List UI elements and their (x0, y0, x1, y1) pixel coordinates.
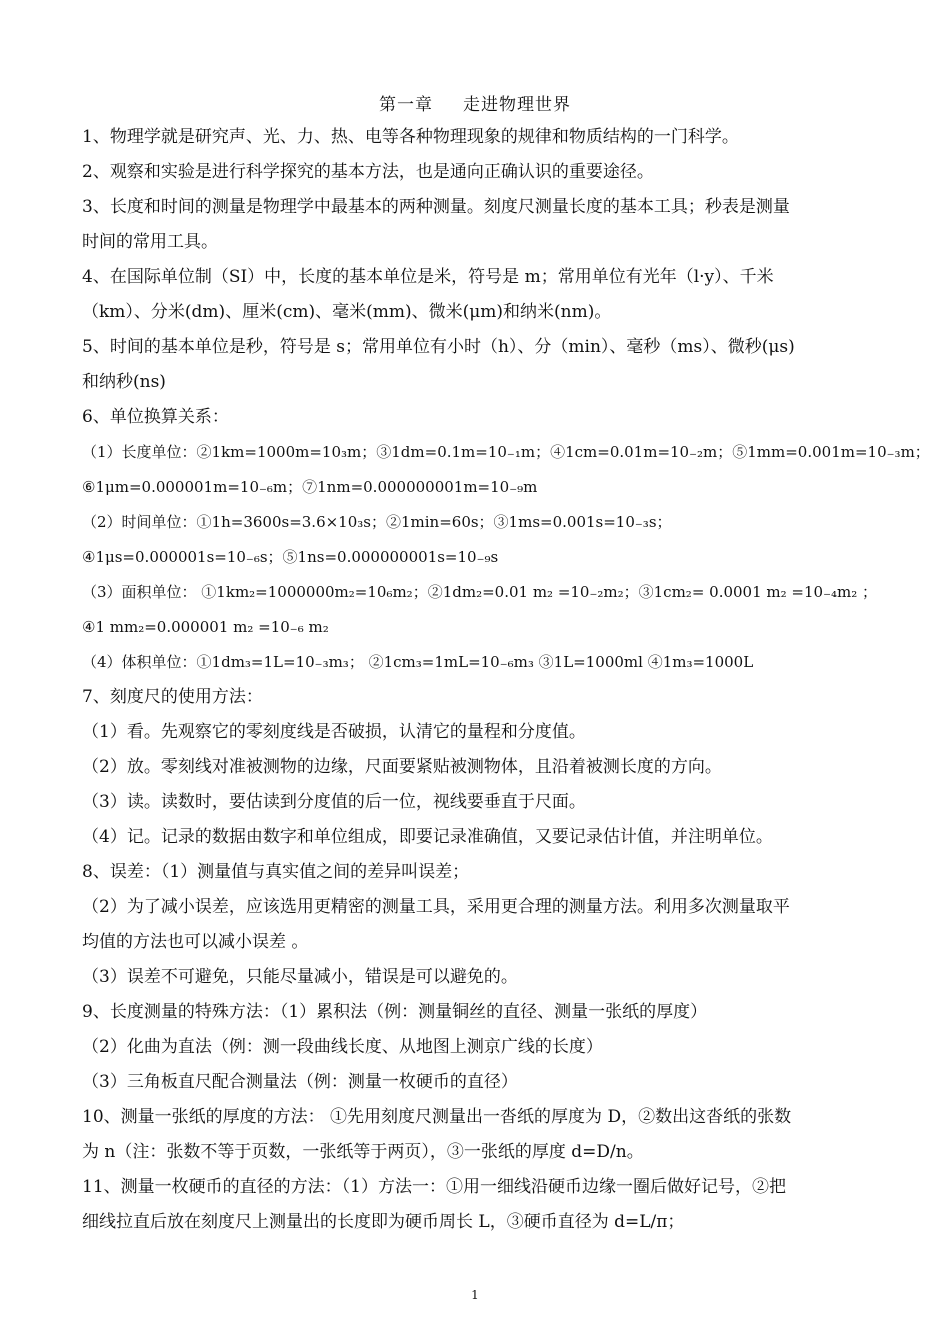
chapter-title (0, 90, 950, 115)
text-line: ⑥1μm=0.000001m=10₋₆m；⑦1nm=0.000000001m=10₋₉m (82, 478, 538, 496)
text-line: 9、长度测量的特殊方法：（1）累积法（例：测量铜丝的直径、测量一张纸的厚度） (82, 1002, 708, 1022)
text-line: （km）、分米(dm)、厘米(cm)、毫米(mm)、微米(μm)和纳米(nm)。 (82, 302, 612, 322)
text-line: 细线拉直后放在刻度尺上测量出的长度即为硬币周长 L，③硬币直径为 d=L/π； (82, 1212, 685, 1232)
chapter-name: 走进物理世界 (463, 95, 571, 115)
text-line: 8、误差：（1）测量值与真实值之间的差异叫误差； (82, 862, 470, 882)
text-line: 4、在国际单位制（SI）中，长度的基本单位是米，符号是 m；常用单位有光年（l·y）、千米 (82, 267, 774, 287)
text-line: （2）时间单位：①1h=3600s=3.6×10₃s；②1min=60s；③1ms=0.001s=10₋₃s； (82, 513, 672, 531)
text-line: （3）读。读数时，要估读到分度值的后一位，视线要垂直于尺面。 (82, 792, 586, 812)
text-line: 和纳秒(ns) (82, 372, 166, 392)
body-text (82, 122, 930, 1242)
text-line: 5、时间的基本单位是秒，符号是 s；常用单位有小时（h）、分（min）、毫秒（ms）、微秒(μs) (82, 337, 795, 357)
text-line: （4）记。记录的数据由数字和单位组成，即要记录准确值，又要记录估计值，并注明单位。 (82, 827, 773, 847)
text-line: （1）长度单位：②1km=1000m=10₃m；③1dm=0.1m=10₋₁m；④1cm=0.01m=10₋₂m；⑤1mm=0.001m=10₋₃m； (82, 443, 930, 461)
text-line: （3）面积单位： ①1km₂=1000000m₂=10₆m₂；②1dm₂=0.01 m₂ =10₋₂m₂；③1cm₂= 0.0001 m₂ =10₋₄m₂ ； (82, 583, 878, 601)
text-line: 7、刻度尺的使用方法： (82, 687, 263, 707)
text-line: （1）看。先观察它的零刻度线是否破损，认清它的量程和分度值。 (82, 722, 586, 742)
text-line: ④1μs=0.000001s=10₋₆s；⑤1ns=0.000000001s=10₋₉s (82, 548, 499, 566)
page-number: 1 (471, 1288, 479, 1302)
text-line: 6、单位换算关系： (82, 407, 229, 427)
text-line: 2、观察和实验是进行科学探究的基本方法，也是通向正确认识的重要途径。 (82, 162, 654, 182)
text-line: 为 n（注：张数不等于页数，一张纸等于两页），③一张纸的厚度 d=D/n。 (82, 1142, 644, 1162)
text-line: 10、测量一张纸的厚度的方法： ①先用刻度尺测量出一沓纸的厚度为 D，②数出这沓纸的张数 (82, 1107, 792, 1127)
text-line: （2）为了减小误差，应该选用更精密的测量工具，采用更合理的测量方法。利用多次测量取平 (82, 897, 790, 917)
text-line: （3）误差不可避免，只能尽量减小，错误是可以避免的。 (82, 967, 518, 987)
text-line: （2）化曲为直法（例：测一段曲线长度、从地图上测京广线的长度） (82, 1037, 603, 1057)
text-line: 3、长度和时间的测量是物理学中最基本的两种测量。刻度尺测量长度的基本工具；秒表是测量 (82, 197, 790, 217)
text-line: （2）放。零刻线对准被测物的边缘，尺面要紧贴被测物体，且沿着被测长度的方向。 (82, 757, 722, 777)
text-line: ④1 mm₂=0.000001 m₂ =10₋₆ m₂ (82, 618, 329, 636)
text-line: 1、物理学就是研究声、光、力、热、电等各种物理现象的规律和物质结构的一门科学。 (82, 127, 739, 147)
text-line: 11、测量一枚硬币的直径的方法：（1）方法一：①用一细线沿硬币边缘一圈后做好记号，②把 (82, 1177, 786, 1197)
chapter-number: 第一章 (379, 95, 433, 115)
text-line: 时间的常用工具。 (82, 232, 218, 252)
text-line: （3）三角板直尺配合测量法（例：测量一枚硬币的直径） (82, 1072, 518, 1092)
text-line: 均值的方法也可以减小误差 。 (82, 932, 309, 952)
text-line: （4）体积单位：①1dm₃=1L=10₋₃m₃； ②1cm₃=1mL=10₋₆m₃ ③1L=1000ml ④1m₃=1000L (82, 653, 754, 671)
